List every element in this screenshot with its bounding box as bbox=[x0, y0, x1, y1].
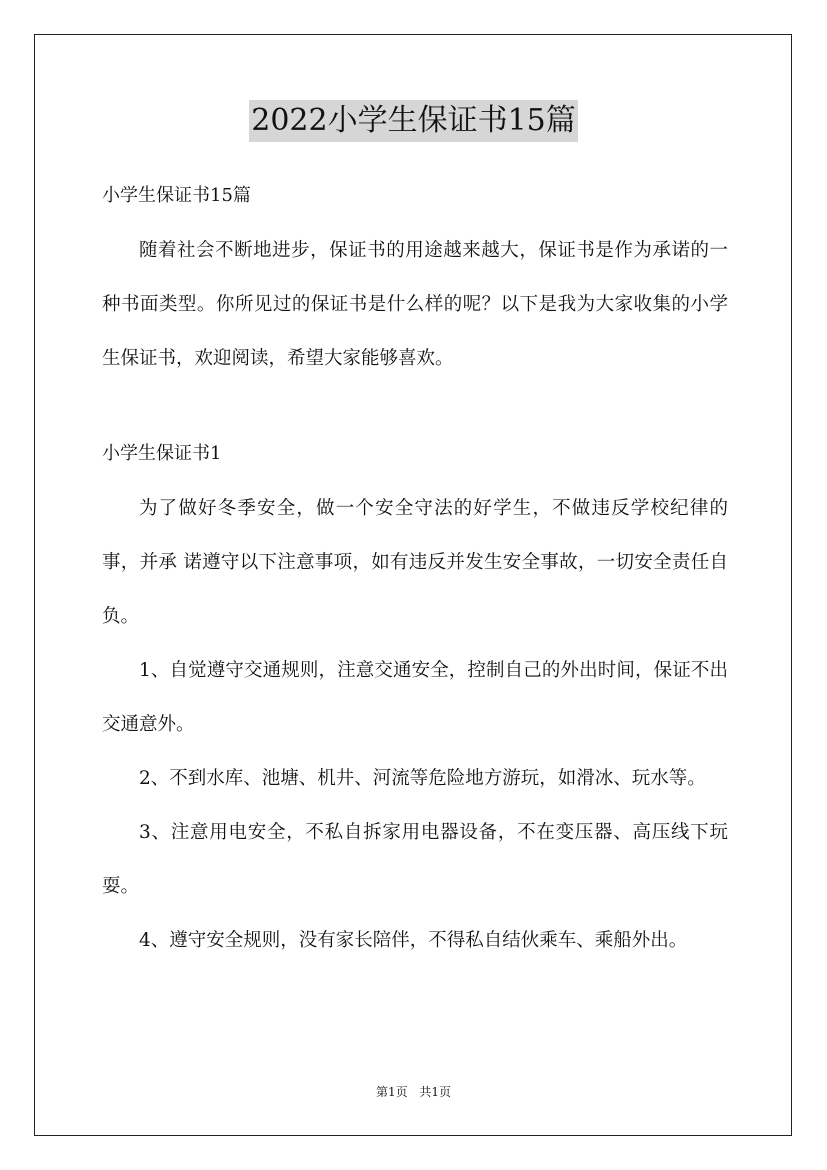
document-subtitle: 小学生保证书15篇 bbox=[102, 185, 251, 206]
section-heading: 小学生保证书1 bbox=[102, 443, 222, 464]
rule-item-2: 2、不到水库、池塘、机井、河流等危险地方游玩，如滑冰、玩水等。 bbox=[139, 768, 706, 789]
rule-item-1: 1、自觉遵守交通规则，注意交通安全，控制自己的外出时间，保证不出交通意外。 bbox=[102, 660, 728, 735]
body-paragraph: 为了做好冬季安全，做一个安全守法的好学生，不做违反学校纪律的事，并承 诺遵守以下注意事项，如有违反并发生安全事故，一切安全责任自负。 bbox=[102, 498, 728, 627]
page-total: 共1页 bbox=[419, 1085, 452, 1099]
page-footer bbox=[0, 1083, 827, 1100]
page-number: 第1页 bbox=[375, 1085, 408, 1099]
document-body bbox=[102, 168, 728, 968]
intro-paragraph: 随着社会不断地进步，保证书的用途越来越大，保证书是作为承诺的一种书面类型。你所见过的保证书是什么样的呢？以下是我为大家收集的小学生保证书，欢迎阅读，希望大家能够喜欢。 bbox=[102, 240, 728, 369]
rule-item-4: 4、遵守安全规则，没有家长陪伴，不得私自结伙乘车、乘船外出。 bbox=[139, 930, 688, 951]
section-gap bbox=[102, 386, 728, 426]
rule-item-3: 3、注意用电安全，不私自拆家用电器设备，不在变压器、高压线下玩耍。 bbox=[102, 822, 728, 897]
title-container bbox=[0, 100, 827, 142]
document-title: 2022小学生保证书15篇 bbox=[249, 100, 578, 142]
